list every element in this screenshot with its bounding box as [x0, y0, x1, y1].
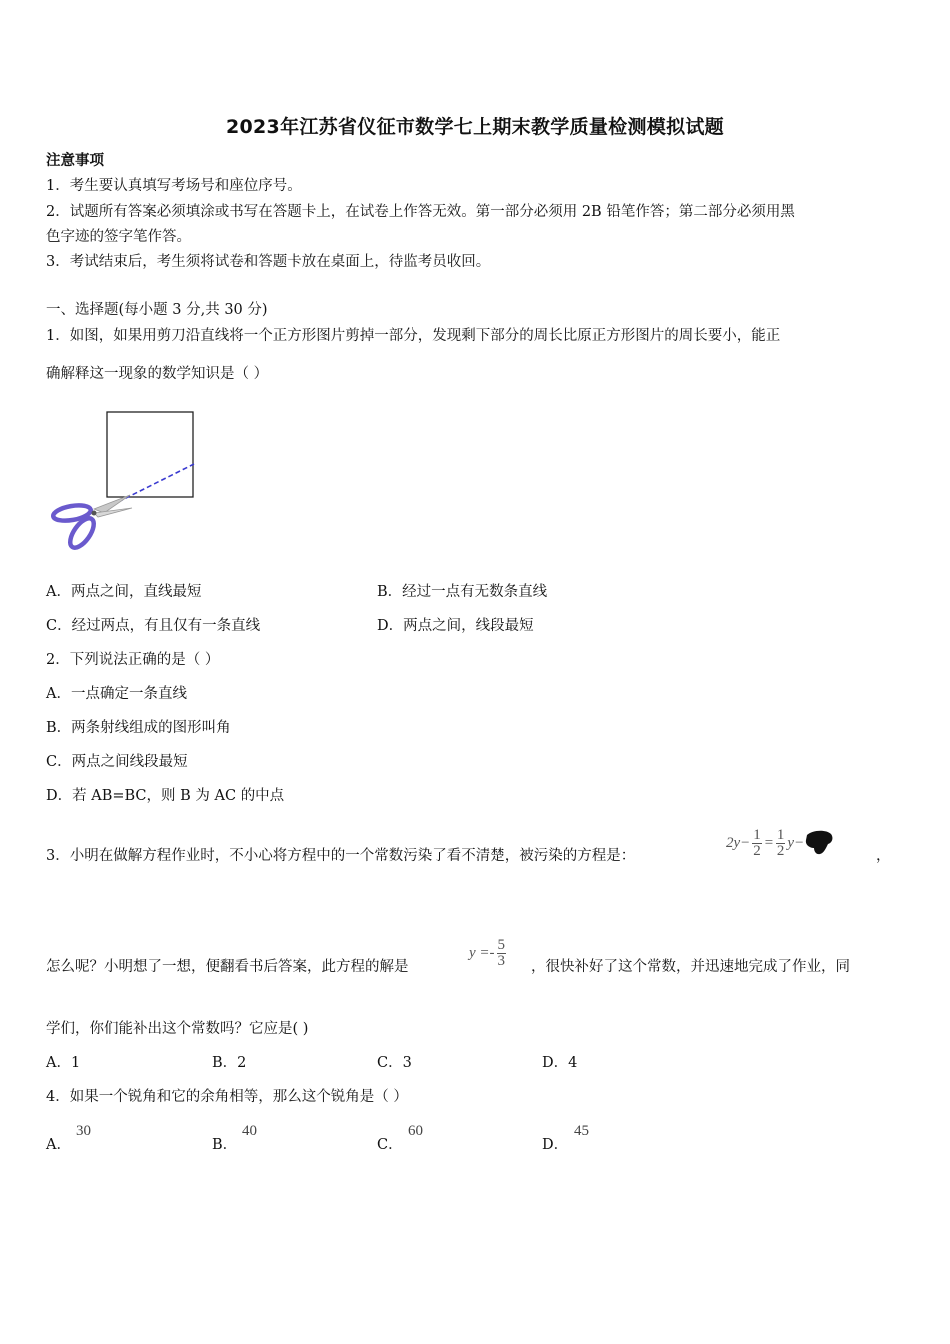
q2-stem: 2．下列说法正确的是（ ） [46, 652, 220, 668]
eq-term-y: y [787, 834, 795, 851]
q4-option-c-value: 60 [408, 1123, 423, 1139]
q3-option-c[interactable]: C．3 [377, 1055, 412, 1071]
scissors-square-figure [46, 405, 206, 555]
eq-frac1-den: 2 [753, 842, 761, 859]
q3-stem-part3: 学们，你们能补出这个常数吗？它应是( ) [46, 1021, 309, 1037]
eq-minus2: − [794, 834, 805, 851]
sol-lhs: y =- [469, 944, 495, 961]
q3-stem-part1: 3．小明在做解方程作业时，不小心将方程中的一个常数污染了看不清楚，被污染的方程是： [46, 848, 636, 864]
sol-num: 5 [497, 936, 506, 953]
notice-item-1: 1．考生要认真填写考场号和座位序号。 [46, 178, 302, 194]
q1-stem-line2: 确解释这一现象的数学知识是（ ） [46, 366, 269, 382]
q1-option-c[interactable]: C．经过两点，有且仅有一条直线 [46, 618, 261, 634]
solution-expression [469, 931, 508, 975]
q3-option-d[interactable]: D．4 [542, 1055, 578, 1071]
q1-option-a[interactable]: A．两点之间，直线最短 [46, 584, 202, 600]
q2-option-a[interactable]: A．一点确定一条直线 [46, 686, 187, 702]
page-title: 2023年江苏省仪征市数学七上期末教学质量检测模拟试题 [226, 116, 724, 138]
ink-blot-icon [804, 829, 834, 857]
q2-option-b[interactable]: B．两条射线组成的图形叫角 [46, 720, 231, 736]
eq-frac2-den: 2 [776, 842, 785, 859]
q4-stem: 4．如果一个锐角和它的余角相等，那么这个锐角是（ ） [46, 1089, 408, 1105]
notice-item-3: 3．考试结束后，考生须将试卷和答题卡放在桌面上，待监考员收回。 [46, 254, 491, 270]
eq-frac1-num: 1 [753, 826, 761, 843]
notice-heading: 注意事项 [46, 152, 104, 169]
q1-option-b[interactable]: B．经过一点有无数条直线 [377, 584, 548, 600]
notice-item-2: 2．试题所有答案必须填涂或书写在答题卡上，在试卷上作答无效。第一部分必须用 2B 铅笔作答；第二部分必须用黑 [46, 204, 795, 220]
q2-option-d[interactable]: D．若 AB=BC，则 B 为 AC 的中点 [46, 788, 285, 804]
eq-frac2-num: 1 [776, 826, 785, 843]
q3-stem-part2b: ，很快补好了这个常数，并迅速地完成了作业，同 [531, 959, 850, 975]
q3-comma: ， [876, 848, 891, 864]
q3-option-a[interactable]: A．1 [46, 1055, 81, 1071]
q3-stem-part2a: 怎么呢？小明想了一想，便翻看书后答案，此方程的解是 [46, 959, 409, 975]
section-heading: 一、选择题(每小题 3 分,共 30 分) [46, 302, 268, 318]
q4-option-b-label[interactable]: B． [212, 1137, 238, 1153]
polluted-equation [726, 821, 834, 865]
q4-option-a-label[interactable]: A． [46, 1137, 71, 1153]
q4-option-c-label[interactable]: C． [377, 1137, 403, 1153]
q4-option-d-value: 45 [574, 1123, 589, 1139]
eq-term-2y: 2y [726, 834, 741, 851]
q1-stem-line1: 1．如图，如果用剪刀沿直线将一个正方形图片剪掉一部分，发现剩下部分的周长比原正方形图片的周长要小，能正 [46, 328, 781, 344]
q1-option-d[interactable]: D．两点之间，线段最短 [377, 618, 534, 634]
eq-equals: = [763, 834, 774, 851]
q4-option-b-value: 40 [242, 1123, 257, 1139]
eq-minus: − [740, 834, 751, 851]
q4-option-a-value: 30 [76, 1123, 91, 1139]
q4-option-d-label[interactable]: D． [542, 1137, 569, 1153]
q2-option-c[interactable]: C．两点之间线段最短 [46, 754, 188, 770]
q3-option-b[interactable]: B．2 [212, 1055, 247, 1071]
notice-item-2-cont: 色字迹的签字笔作答。 [46, 229, 191, 245]
sol-den: 3 [497, 952, 506, 969]
